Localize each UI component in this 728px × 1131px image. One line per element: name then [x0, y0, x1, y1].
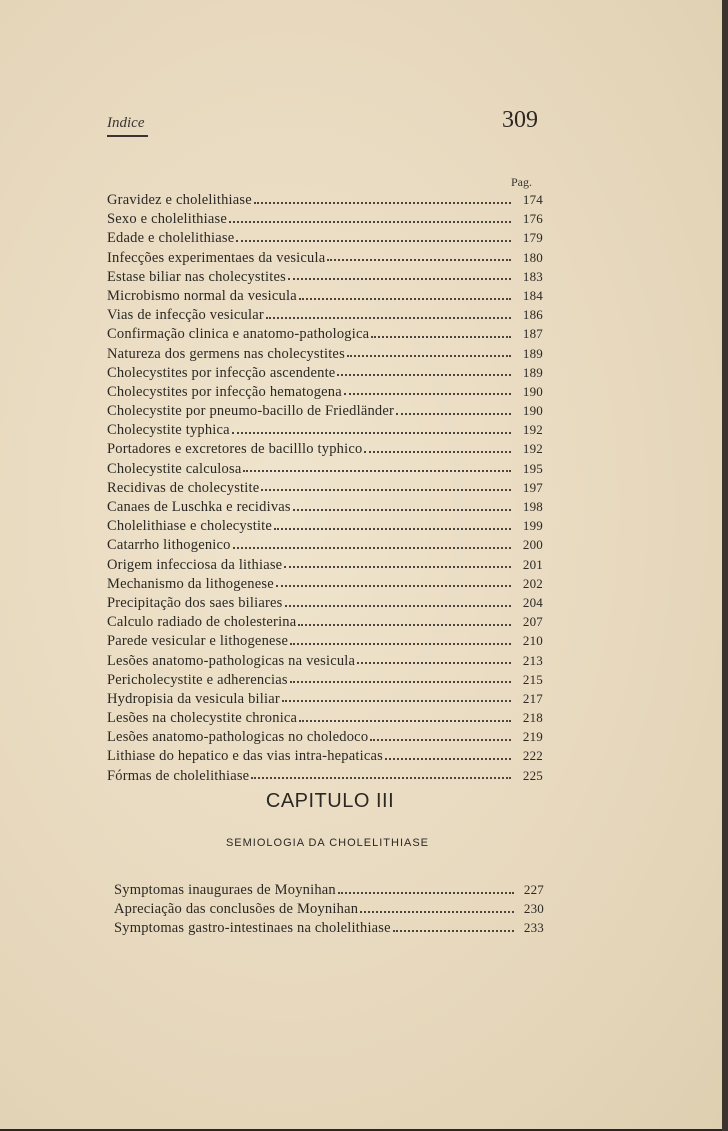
toc-entry-page: 187 [522, 326, 543, 342]
toc-entry-label: Symptomas inauguraes de Moynihan [114, 882, 336, 898]
toc-entry-page: 222 [522, 748, 543, 764]
dot-leader [371, 336, 511, 338]
toc-entry-page: 227 [523, 882, 544, 897]
dot-leader [393, 930, 514, 932]
dot-leader [360, 911, 514, 913]
toc-entry-label: Lithiase do hepatico e das vias intra-hepaticas [107, 748, 383, 765]
toc-entry-page: 218 [522, 710, 543, 726]
toc-entry [107, 497, 543, 516]
toc-entry [107, 651, 543, 670]
dot-leader [396, 413, 511, 415]
dot-leader [327, 259, 511, 261]
toc-entry-page: 213 [522, 652, 543, 668]
toc-entry [107, 670, 543, 689]
toc-entry-label: Gravidez e cholelithiase [107, 192, 252, 208]
toc-entry [107, 689, 543, 708]
dot-leader [261, 489, 511, 491]
dot-leader [344, 393, 511, 395]
dot-leader [285, 605, 511, 607]
toc-entry [107, 459, 543, 478]
dot-leader [385, 758, 511, 760]
dot-leader [284, 566, 511, 568]
toc-entry-page: 233 [523, 920, 544, 936]
toc-entry-page: 207 [522, 614, 543, 630]
toc-entry [107, 516, 543, 535]
toc-entry-label: Cholecystites por infecção ascendente [107, 364, 336, 381]
dot-leader [293, 509, 511, 511]
chapter-title: CAPITULO III [265, 790, 395, 812]
toc-entry [107, 248, 543, 267]
toc-entry-label: Mechanismo da lithogenese [107, 575, 274, 592]
dot-leader [299, 720, 511, 722]
chapter-contents [114, 880, 544, 938]
toc-entry [107, 555, 543, 574]
dot-leader [254, 202, 511, 204]
toc-entry [107, 228, 543, 247]
toc-entry-label: Edade e cholelithiase [107, 230, 235, 247]
dot-leader [364, 451, 511, 453]
toc-entry-page: 189 [522, 345, 543, 361]
dot-leader [347, 355, 511, 357]
toc-entry-page: 197 [522, 479, 543, 495]
toc-entry [107, 382, 543, 401]
toc-entry-page: 201 [522, 556, 543, 572]
dot-leader [282, 700, 511, 702]
dot-leader [338, 892, 514, 894]
toc-entry-label: Catarrho lithogenico [107, 537, 231, 554]
toc-entry-page: 190 [522, 403, 543, 419]
toc-entry-page: 184 [522, 287, 543, 303]
toc-entry [107, 305, 543, 324]
toc-entry-page: 174 [522, 192, 543, 207]
toc-entry-page: 198 [522, 499, 543, 514]
toc-entry-label: Canaes de Luschka e recidivas [107, 499, 291, 515]
toc-entry [107, 727, 543, 746]
toc-entry-page: 230 [523, 901, 544, 917]
toc-entry-page: 190 [522, 383, 543, 399]
toc-entry-label: Origem infecciosa da lithiase [107, 556, 283, 573]
toc-entry-page: 200 [522, 537, 543, 553]
toc-entry [107, 631, 543, 650]
toc-entry-label: Vias de infecção vesicular [107, 307, 264, 324]
toc-entry-label: Cholelithiase e cholecystite [107, 518, 273, 535]
toc-entry-page: 176 [522, 211, 543, 227]
dot-leader [266, 317, 511, 319]
toc-entry [107, 612, 543, 631]
toc-entry [107, 593, 543, 612]
toc-entry-label: Symptomas gastro-intestinaes na cholelithiase [114, 920, 391, 937]
toc-entry-label: Portadores e excretores de bacilllo typhico [107, 441, 363, 458]
toc-entry-page: 179 [522, 230, 543, 246]
dot-leader [251, 777, 511, 779]
toc-entry-label: Cholecystite por pneumo-bacillo de Friedländer [107, 403, 395, 420]
chapter-subtitle: SEMIOLOGIA DA CHOLELITHIASE [225, 837, 430, 849]
dot-leader [290, 681, 511, 683]
toc-entry [107, 535, 543, 554]
dot-leader [337, 374, 511, 376]
toc-entry-label: Precipitação dos saes biliares [107, 594, 283, 611]
toc-entry [107, 574, 543, 593]
toc-entry-page: 210 [522, 633, 543, 649]
toc-entry-page: 192 [522, 422, 543, 438]
running-title-underline [107, 135, 148, 137]
toc-entry-label: Confirmação clinica e anatomo-pathologica [107, 326, 370, 343]
dot-leader [229, 221, 511, 223]
toc-entry [114, 880, 544, 899]
pag-column-label: Pag. [511, 175, 532, 189]
toc-entry-page: 215 [522, 671, 543, 687]
toc-entry [107, 267, 543, 286]
toc-entry-page: 217 [522, 690, 543, 706]
dot-leader [290, 643, 511, 645]
running-title: Indice [107, 115, 145, 131]
dot-leader [298, 624, 511, 626]
toc-entry-label: Cholecystites por infecção hematogena [107, 383, 342, 400]
dot-leader [299, 298, 511, 300]
page-edge [722, 0, 728, 1131]
toc-entry [107, 209, 543, 228]
dot-leader [236, 240, 511, 242]
toc-entry-page: 186 [522, 307, 543, 323]
toc-entry-label: Cholecystite typhica [107, 422, 230, 439]
toc-entry-label: Estase biliar nas cholecystites [107, 268, 286, 285]
toc-entry [107, 190, 543, 209]
toc-entry-page: 183 [522, 268, 543, 284]
table-of-contents [107, 190, 543, 785]
dot-leader [357, 662, 511, 664]
toc-entry-label: Parede vesicular e lithogenese [107, 633, 289, 650]
toc-entry [107, 401, 543, 420]
dot-leader [276, 585, 511, 587]
toc-entry-label: Apreciação das conclusões de Moynihan [114, 901, 359, 918]
dot-leader [233, 547, 511, 549]
toc-entry [107, 746, 543, 765]
toc-entry [114, 899, 544, 918]
toc-entry-label: Natureza dos germens nas cholecystites [107, 345, 345, 362]
toc-entry-label: Lesões anatomo-pathologicas na vesicula [107, 652, 356, 669]
dot-leader [232, 432, 511, 434]
toc-entry-label: Fórmas de cholelithiase [107, 767, 250, 784]
toc-entry [114, 918, 544, 937]
toc-entry [107, 766, 543, 785]
toc-entry [107, 324, 543, 343]
dot-leader [288, 278, 511, 280]
toc-entry-page: 195 [522, 460, 543, 476]
toc-entry-label: Sexo e cholelithiase [107, 211, 227, 228]
toc-entry-page: 204 [522, 594, 543, 610]
dot-leader [274, 528, 511, 530]
toc-entry-label: Pericholecystite e adherencias [107, 671, 288, 688]
toc-entry-label: Infecções experimentaes da vesicula [107, 249, 326, 266]
toc-entry-page: 219 [522, 729, 543, 745]
toc-entry-page: 192 [522, 441, 543, 457]
toc-entry-label: Lesões na cholecystite chronica [107, 710, 298, 727]
toc-entry [107, 344, 543, 363]
toc-entry [107, 708, 543, 727]
toc-entry-page: 225 [522, 767, 543, 783]
toc-entry-label: Hydropisia da vesicula biliar [107, 690, 280, 707]
page-number: 309 [502, 107, 538, 133]
toc-entry [107, 439, 543, 458]
toc-entry [107, 363, 543, 382]
toc-entry-page: 189 [522, 364, 543, 380]
toc-entry-label: Recidivas de cholecystite [107, 479, 260, 496]
dot-leader [243, 470, 511, 472]
toc-entry-label: Calculo radiado de cholesterina [107, 614, 297, 631]
toc-entry-page: 180 [522, 249, 543, 265]
toc-entry [107, 478, 543, 497]
toc-entry-label: Microbismo normal da vesicula [107, 287, 297, 304]
toc-entry [107, 420, 543, 439]
toc-entry-page: 202 [522, 575, 543, 591]
toc-entry-label: Cholecystite calculosa [107, 460, 242, 477]
dot-leader [370, 739, 511, 741]
toc-entry-label: Lesões anatomo-pathologicas no choledoco [107, 729, 369, 746]
toc-entry [107, 286, 543, 305]
toc-entry-page: 199 [522, 518, 543, 534]
